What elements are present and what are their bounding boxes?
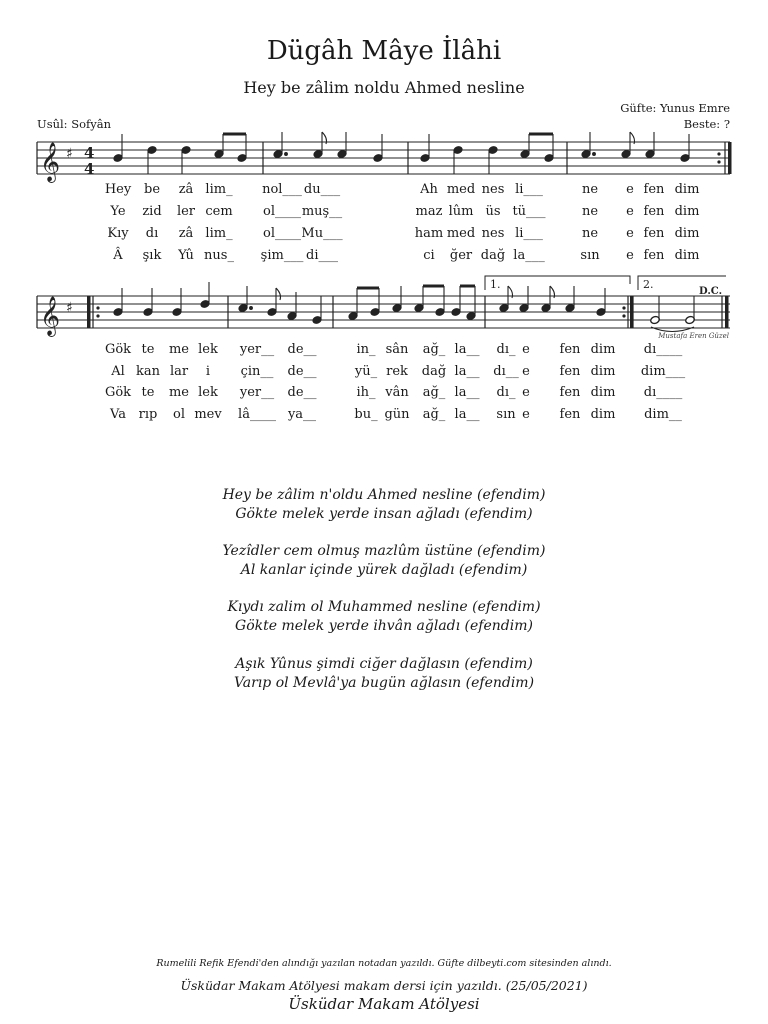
key-signature-sharp-icon: ♯: [66, 300, 73, 316]
key-signature-sharp-icon: ♯: [66, 146, 73, 162]
lyric-syllable: dim: [674, 204, 700, 219]
lyric-syllable: dim: [590, 406, 616, 422]
lyric-syllable: la___: [513, 248, 545, 263]
time-signature-bottom: 4: [84, 160, 95, 178]
lyric-syllable: dim: [590, 385, 616, 400]
lyric-syllable: muş__: [301, 204, 343, 219]
lyric-syllable: mev: [194, 406, 222, 422]
lyric-syllable: nus_: [204, 248, 234, 263]
lyric-syllable: me: [168, 385, 190, 400]
piece-title: Dügâh Mâye İlâhi: [266, 36, 502, 66]
verse-line: Hey be zâlim n'oldu Ahmed nesline (efendim): [222, 487, 546, 503]
lyric-syllable: e: [522, 385, 530, 400]
lyric-syllable: dı_: [496, 342, 516, 357]
lyric-syllable: Mu___: [301, 226, 343, 241]
lyric-syllable: fen: [559, 385, 581, 400]
lyric-syllable: la__: [454, 406, 480, 422]
lyric-syllable: di___: [306, 248, 338, 263]
lyric-syllable: ler: [176, 204, 196, 219]
lyric-syllable: dim: [674, 182, 700, 197]
lyric-syllable: Â: [113, 248, 123, 263]
lyric-syllable: du___: [303, 182, 341, 197]
composer-credit: Beste: ?: [683, 117, 730, 131]
first-ending-label: 1.: [490, 278, 501, 291]
lyric-syllable: ğer: [449, 248, 473, 263]
usul-label: Usûl: Sofyân: [37, 117, 112, 131]
lyric-syllable: nes: [481, 226, 505, 241]
lyric-syllable: e: [626, 226, 634, 241]
lyric-syllable: e: [522, 342, 530, 357]
lyric-syllable: ne: [581, 204, 599, 219]
purpose-note: Üsküdar Makam Atölyesi makam dersi için yazıldı. (25/05/2021): [180, 978, 588, 993]
lyric-syllable: lim_: [205, 226, 233, 241]
lyric-syllable: dı_: [496, 385, 516, 400]
lyric-syllable: de__: [287, 385, 317, 400]
verse-3: [0, 598, 768, 636]
lyric-syllable: lûm: [448, 204, 474, 219]
lyric-syllable: in_: [356, 342, 376, 357]
lyric-syllable: gün: [384, 406, 410, 422]
lyric-syllable: Hey: [104, 182, 132, 197]
lyric-syllable: ne: [581, 226, 599, 241]
lyric-syllable: Gök: [104, 342, 132, 357]
lyric-syllable: vân: [385, 385, 409, 400]
lyric-syllable: ağ_: [422, 406, 446, 422]
lyric-syllable: de__: [287, 342, 317, 357]
lyric-syllable: e: [522, 363, 530, 379]
lyric-syllable: dim: [590, 342, 616, 357]
lyric-syllable: dim__: [644, 406, 682, 422]
lyric-syllable: ol____: [263, 226, 301, 241]
verse-line: Kıydı zalim ol Muhammed nesline (efendim): [227, 599, 541, 615]
lyric-syllable: yer__: [239, 342, 275, 357]
lyric-syllable: dim___: [640, 363, 686, 379]
lyric-syllable: Al: [111, 363, 125, 379]
lyric-syllable: fen: [643, 226, 665, 241]
lyric-syllable: med: [446, 226, 476, 241]
lyric-syllable: şık: [142, 248, 162, 263]
treble-clef-icon: 𝄞: [40, 296, 61, 336]
lyric-syllable: Gök: [104, 385, 132, 400]
lyric-syllable: dim: [674, 226, 700, 241]
lyric-syllable: şim___: [260, 248, 304, 263]
treble-clef-icon: 𝄞: [40, 142, 61, 182]
lyric-syllable: me: [168, 342, 190, 357]
lyric-syllable: ağ_: [422, 385, 446, 400]
verse-2: [0, 542, 768, 580]
lyric-syllable: Kıy: [107, 226, 129, 241]
lyric-syllable: bu_: [354, 406, 378, 422]
lyric-syllable: ol: [173, 406, 185, 422]
lyric-syllable: be: [143, 182, 161, 197]
volta-brackets: [485, 276, 726, 290]
lyric-syllable: yü_: [354, 363, 378, 379]
lyricist-credit: Güfte: Yunus Emre: [620, 101, 730, 115]
lyric-syllable: Ye: [110, 204, 126, 219]
lyric-syllable: ci: [423, 248, 435, 263]
lyric-syllable: sân: [385, 342, 409, 357]
lyric-syllable: la__: [454, 363, 480, 379]
lyric-syllable: tü___: [512, 204, 546, 219]
lyric-syllable: zid: [142, 204, 162, 219]
notes-system-2: [113, 282, 695, 332]
lyric-syllable: lim_: [205, 182, 233, 197]
lyric-syllable: ham: [414, 226, 444, 241]
lyric-syllable: sın: [496, 406, 516, 422]
lyric-syllable: ih_: [356, 385, 376, 400]
lyric-syllable: li___: [515, 226, 543, 241]
lyric-syllable: fen: [559, 363, 581, 379]
da-capo-mark: D.C.: [699, 286, 723, 297]
verse-4: [0, 655, 768, 693]
lyric-syllable: dı: [145, 226, 159, 241]
piece-subtitle: Hey be zâlim noldu Ahmed nesline: [243, 78, 525, 97]
lyric-syllable: fen: [643, 204, 665, 219]
lyric-syllable: fen: [643, 248, 665, 263]
lyric-syllable: te: [141, 342, 155, 357]
lyric-syllable: rek: [386, 363, 408, 379]
lyric-syllable: dı__: [493, 363, 519, 379]
staff-system-2: [0, 270, 768, 350]
lyric-syllable: lek: [198, 342, 218, 357]
lyric-syllable: ya__: [287, 406, 317, 422]
lyric-syllable: dim: [674, 248, 700, 263]
verse-line: Aşık Yûnus şimdi ciğer dağlasın (efendim): [235, 656, 533, 672]
lyric-syllable: e: [626, 204, 634, 219]
lyric-syllable: dı____: [643, 342, 683, 357]
lyric-syllable: kan: [135, 363, 161, 379]
lyric-syllable: rıp: [138, 406, 158, 422]
lyric-syllable: nol___: [262, 182, 302, 197]
lyric-syllable: fen: [559, 342, 581, 357]
lyric-syllable: üs: [485, 204, 501, 219]
verse-line: Varıp ol Mevlâ'ya bugün ağlasın (efendim): [233, 675, 535, 691]
second-ending-label: 2.: [643, 278, 654, 291]
lyric-syllable: Yû: [178, 248, 194, 263]
lyric-syllable: la__: [454, 342, 480, 357]
lyric-syllable: dı____: [643, 385, 683, 400]
lyric-syllable: yer__: [239, 385, 275, 400]
staff-system-1: [0, 130, 768, 190]
lyric-syllable: maz: [415, 204, 443, 219]
lyric-syllable: dağ: [421, 363, 447, 379]
verse-line: Yezîdler cem olmuş mazlûm üstüne (efendim): [222, 543, 546, 559]
lyric-syllable: ol____: [263, 204, 301, 219]
verse-line: Al kanlar içinde yürek dağladı (efendim): [240, 562, 528, 578]
lyric-syllable: e: [626, 248, 634, 263]
lyric-syllable: la__: [454, 385, 480, 400]
lyric-syllable: de__: [287, 363, 317, 379]
lyric-syllable: Ah: [420, 182, 438, 197]
lyric-syllable: li___: [515, 182, 543, 197]
verse-line: Gökte melek yerde insan ağladı (efendim): [235, 506, 533, 522]
lyric-syllable: fen: [643, 182, 665, 197]
lyric-syllable: i: [205, 363, 211, 379]
notes-system-1: [113, 132, 690, 174]
verse-1: [0, 486, 768, 524]
time-signature-top: 4: [84, 144, 95, 162]
lyric-syllable: çin__: [240, 363, 274, 379]
lyric-syllable: sın: [580, 248, 600, 263]
lyric-syllable: Va: [110, 406, 126, 422]
lyric-syllable: med: [446, 182, 476, 197]
lyric-syllable: te: [141, 385, 155, 400]
organization-name: Üsküdar Makam Atölyesi: [288, 995, 480, 1013]
lyric-syllable: cem: [205, 204, 233, 219]
lyric-syllable: lâ____: [238, 406, 276, 422]
lyric-syllable: lek: [198, 385, 218, 400]
lyric-syllable: zâ: [178, 182, 194, 197]
lyric-syllable: ne: [581, 182, 599, 197]
lyric-syllable: e: [626, 182, 634, 197]
lyric-syllable: zâ: [178, 226, 194, 241]
lyric-syllable: dim: [590, 363, 616, 379]
lyric-syllable: fen: [559, 406, 581, 422]
lyric-syllable: dağ: [480, 248, 506, 263]
lyric-syllable: lar: [169, 363, 189, 379]
lyric-syllable: e: [522, 406, 530, 422]
engraver-credit: Mustafa Eren Güzel: [658, 332, 729, 340]
source-note: Rumelili Refik Efendi'den alındığı yazılan notadan yazıldı. Güfte dilbeyti.com sitesinden alındı.: [156, 958, 612, 969]
verse-line: Gökte melek yerde ihvân ağladı (efendim): [235, 618, 533, 634]
lyric-syllable: nes: [481, 182, 505, 197]
lyric-syllable: ağ_: [422, 342, 446, 357]
